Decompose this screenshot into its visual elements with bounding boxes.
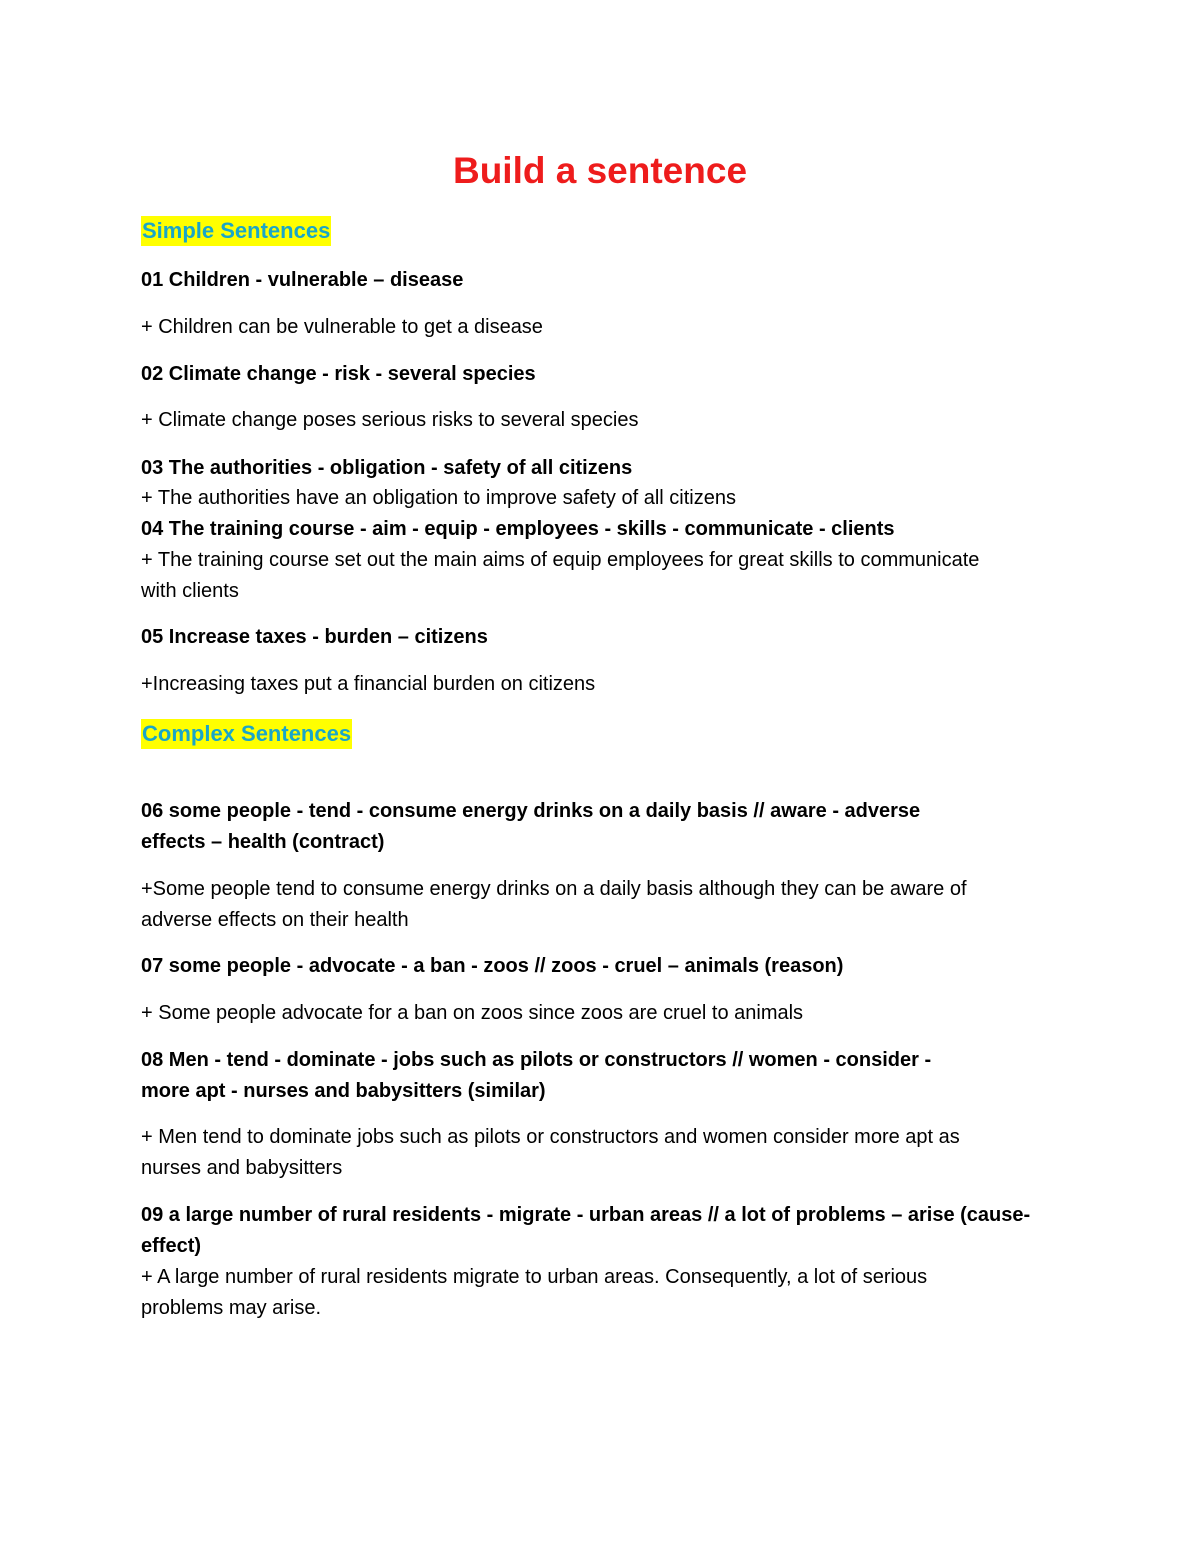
answer-08-line-2: nurses and babysitters	[141, 1157, 343, 1179]
answer-06-line-1: +Some people tend to consume energy drinks on a daily basis although they can be aware of	[141, 878, 967, 900]
prompt-06-line-1: 06 some people - tend - consume energy drinks on a daily basis // aware - adverse	[141, 800, 921, 822]
prompt-02: 02 Climate change - risk - several species	[141, 363, 536, 385]
prompt-04: 04 The training course - aim - equip - employees - skills - communicate - clients	[141, 518, 895, 540]
prompt-07: 07 some people - advocate - a ban - zoos // zoos - cruel – animals (reason)	[141, 955, 844, 977]
prompt-09-line-1: 09 a large number of rural residents - migrate - urban areas // a lot of problems – arise (cause-	[141, 1204, 1031, 1226]
answer-02: + Climate change poses serious risks to several species	[141, 409, 639, 431]
answer-09-line-1: + A large number of rural residents migrate to urban areas. Consequently, a lot of serious	[141, 1266, 928, 1288]
prompt-06-line-2: effects – health (contract)	[141, 831, 385, 853]
prompt-08-line-1: 08 Men - tend - dominate - jobs such as pilots or constructors // women - consider -	[141, 1049, 932, 1071]
document-title: Build a sentence	[452, 150, 748, 191]
answer-04-line-1: + The training course set out the main aims of equip employees for great skills to communicate	[141, 549, 980, 571]
prompt-05: 05 Increase taxes - burden – citizens	[141, 626, 488, 648]
complex-sentences-heading: Complex Sentences	[141, 719, 352, 749]
simple-sentences-heading: Simple Sentences	[141, 216, 331, 246]
prompt-03: 03 The authorities - obligation - safety of all citizens	[141, 457, 633, 479]
answer-09-line-2: problems may arise.	[141, 1297, 322, 1319]
answer-08-line-1: + Men tend to dominate jobs such as pilots or constructors and women consider more apt as	[141, 1126, 960, 1148]
answer-06-line-2: adverse effects on their health	[141, 909, 409, 931]
answer-01: + Children can be vulnerable to get a disease	[141, 316, 543, 338]
answer-03: + The authorities have an obligation to improve safety of all citizens	[141, 487, 736, 509]
answer-07: + Some people advocate for a ban on zoos since zoos are cruel to animals	[141, 1002, 804, 1024]
prompt-01: 01 Children - vulnerable – disease	[141, 269, 464, 291]
prompt-08-line-2: more apt - nurses and babysitters (similar)	[141, 1080, 546, 1102]
answer-04-line-2: with clients	[141, 580, 239, 602]
prompt-09-line-2: effect)	[141, 1235, 202, 1257]
answer-05: +Increasing taxes put a financial burden on citizens	[141, 673, 596, 695]
